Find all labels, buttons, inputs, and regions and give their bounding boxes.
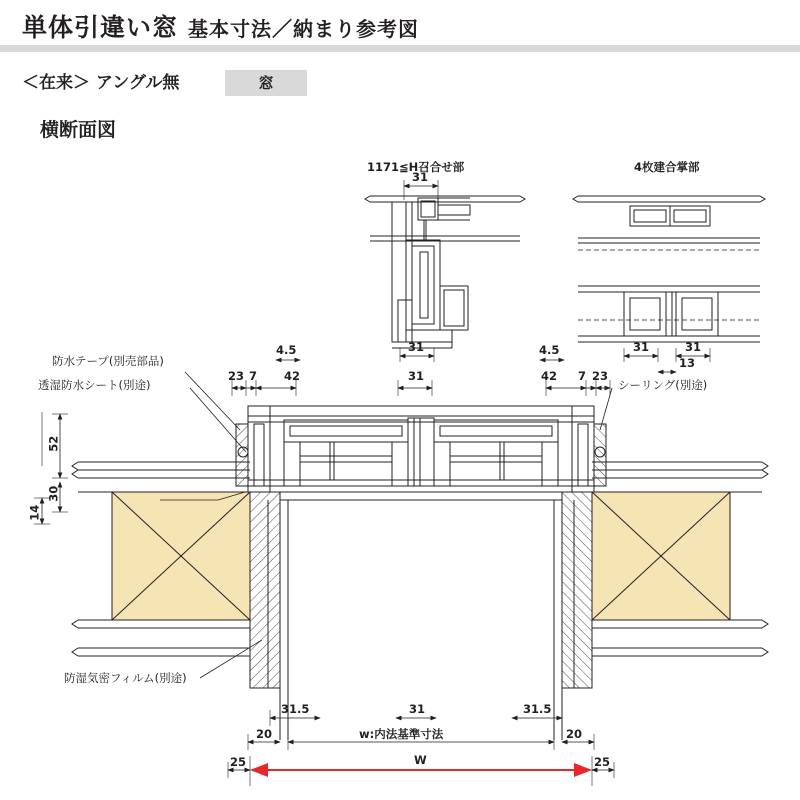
caption-top-left: 1171≦H召合せ部 xyxy=(367,160,465,174)
label-inner-dim: w:内法基準寸法 xyxy=(359,727,444,741)
mode-label: ＜在来＞ アングル無 xyxy=(22,73,180,93)
dim-bot-mid-31: 31 xyxy=(409,702,426,716)
dim-left-42: 42 xyxy=(284,369,301,383)
dim-right-23: 23 xyxy=(592,369,609,383)
caption-top-right: 4枚建合掌部 xyxy=(634,160,700,174)
dimension-lines xyxy=(34,180,710,786)
page-title-main: 単体引違い窓 xyxy=(22,13,179,42)
section-title: 横断面図 xyxy=(40,119,117,141)
dim-v-30: 30 xyxy=(46,485,61,502)
dim-mid-31: 31 xyxy=(408,369,425,383)
dim-left-45: 4.5 xyxy=(276,343,297,357)
dim-top-right-13: 13 xyxy=(679,356,696,370)
dim-left-7: 7 xyxy=(249,369,258,383)
dim-bot-right-25: 25 xyxy=(594,755,611,769)
detail-top-right xyxy=(573,196,765,342)
dim-bot-left-315: 31.5 xyxy=(281,702,310,716)
label-overall-width: W xyxy=(414,753,427,767)
note-waterproof-tape: 防水テープ(別売部品) xyxy=(52,354,164,368)
dim-top-right-31b: 31 xyxy=(685,340,702,354)
window-frame-assembly xyxy=(236,406,606,492)
structure-columns xyxy=(250,492,592,688)
note-moisture-sheet: 透湿防水シート(別途) xyxy=(38,378,151,392)
floor-band xyxy=(280,492,562,500)
note-sealing: シーリング(別途) xyxy=(618,378,708,392)
detail-top-left xyxy=(365,196,525,348)
dim-right-7: 7 xyxy=(578,369,587,383)
dim-bot-left-25: 25 xyxy=(230,755,247,769)
wood-members xyxy=(112,492,730,620)
dim-v-52: 52 xyxy=(46,435,61,452)
page-title-sub: 基本寸法／納まり参考図 xyxy=(188,17,420,41)
dim-bot-right-20: 20 xyxy=(566,727,583,741)
mode-badge: 窓 xyxy=(225,70,307,96)
dim-bot-left-20: 20 xyxy=(256,727,273,741)
dim-right-42: 42 xyxy=(541,369,558,383)
dim-left-23: 23 xyxy=(228,369,245,383)
dim-top-right-31: 31 xyxy=(633,340,650,354)
dim-right-45: 4.5 xyxy=(539,343,560,357)
dim-bot-right-315: 31.5 xyxy=(523,702,552,716)
dim-v-14: 14 xyxy=(27,504,42,521)
dim-top-left-31: 31 xyxy=(412,170,429,184)
dim-top-left-31b: 31 xyxy=(408,340,425,354)
note-vapor-film: 防湿気密フィルム(別途) xyxy=(64,671,187,685)
